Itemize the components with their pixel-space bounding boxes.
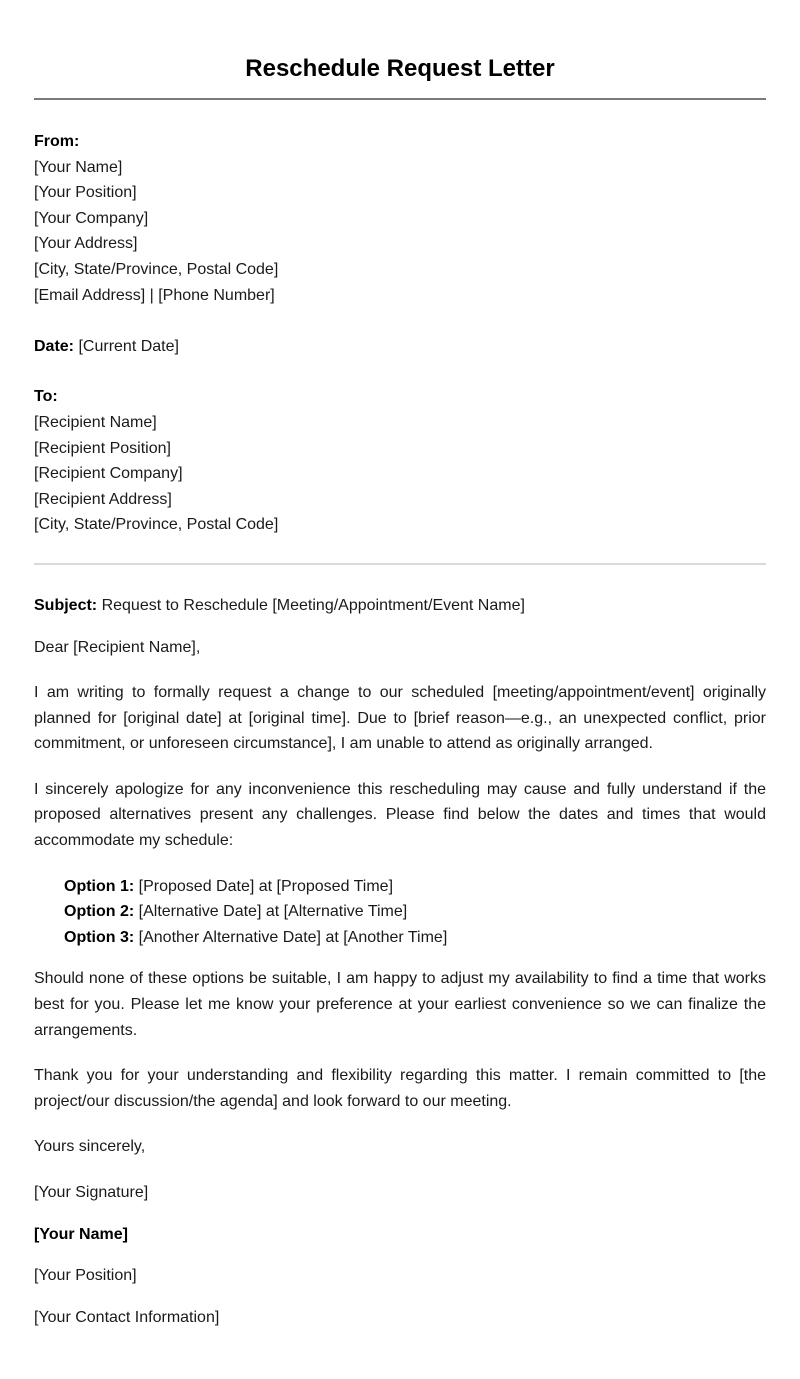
page-title: Reschedule Request Letter [245,55,555,82]
sender-block [34,129,766,308]
recipient-position: [Recipient Position] [34,439,171,457]
recipient-name: [Recipient Name] [34,413,157,431]
signer-position: [Your Position] [34,1267,137,1285]
body-paragraph-4: Thank you for your understanding and flexibility regarding this matter. I remain committed to [the project/our discussion/the agenda] and look forward to our meeting. [34,1067,766,1110]
signer-contact: [Your Contact Information] [34,1308,220,1326]
date-line [34,334,766,360]
section-divider [34,563,766,565]
sender-city: [City, State/Province, Postal Code] [34,260,279,278]
options-list [34,874,766,951]
sender-position: [Your Position] [34,184,137,202]
signer-name: [Your Name] [34,1225,128,1243]
option-label: Option 3: [64,928,135,946]
body-paragraph-2: I sincerely apologize for any inconvenience this rescheduling may cause and fully understand if the proposed alternatives present any challenges. Please find below the dates and times that would accommodate my schedule: [34,780,766,850]
section-divider-wrap [34,563,766,565]
option-label: Option 2: [64,903,135,921]
from-label: From: [34,133,80,150]
subject-value: Request to Reschedule [Meeting/Appointment/Event Name] [97,596,525,614]
option-value: [Alternative Date] at [Alternative Time] [134,903,408,921]
option-label: Option 1: [64,877,135,895]
date-label: Date: [34,337,75,355]
title-divider [34,98,766,100]
letter-page [34,0,766,1330]
body-paragraph-3: Should none of these options be suitable, I am happy to adjust my availability to find a time that works best for you. Please let me know your preference at your earliest convenience so we can finalize the arrangements. [34,970,766,1039]
date-value: [Current Date] [74,337,179,355]
option-item [64,874,766,900]
recipient-company: [Recipient Company] [34,465,183,483]
signature-placeholder: [Your Signature] [34,1184,149,1201]
closing: Yours sincerely, [34,1138,146,1156]
option-value: [Another Alternative Date] at [Another Time] [134,928,448,946]
recipient-block [34,384,766,538]
sender-company: [Your Company] [34,209,149,227]
to-label: To: [34,388,58,406]
sender-name: [Your Name] [34,158,123,176]
recipient-city: [City, State/Province, Postal Code] [34,516,279,534]
recipient-address: [Recipient Address] [34,490,172,508]
sender-address: [Your Address] [34,235,138,253]
option-item [64,925,766,951]
option-item [64,899,766,925]
subject-label: Subject: [34,596,98,614]
option-value: [Proposed Date] at [Proposed Time] [134,877,394,895]
subject-line [34,593,766,619]
sender-contact: [Email Address] | [Phone Number] [34,286,275,304]
body-paragraph-1: I am writing to formally request a change to our scheduled [meeting/appointment/event] originally planned for [original date] at [original time]. Due to [brief reason—e.g., an unexpected conflict, prior commitment, or unforeseen circumstance], I am unable to attend as originally arranged. [34,684,766,753]
greeting: Dear [Recipient Name], [34,638,201,656]
